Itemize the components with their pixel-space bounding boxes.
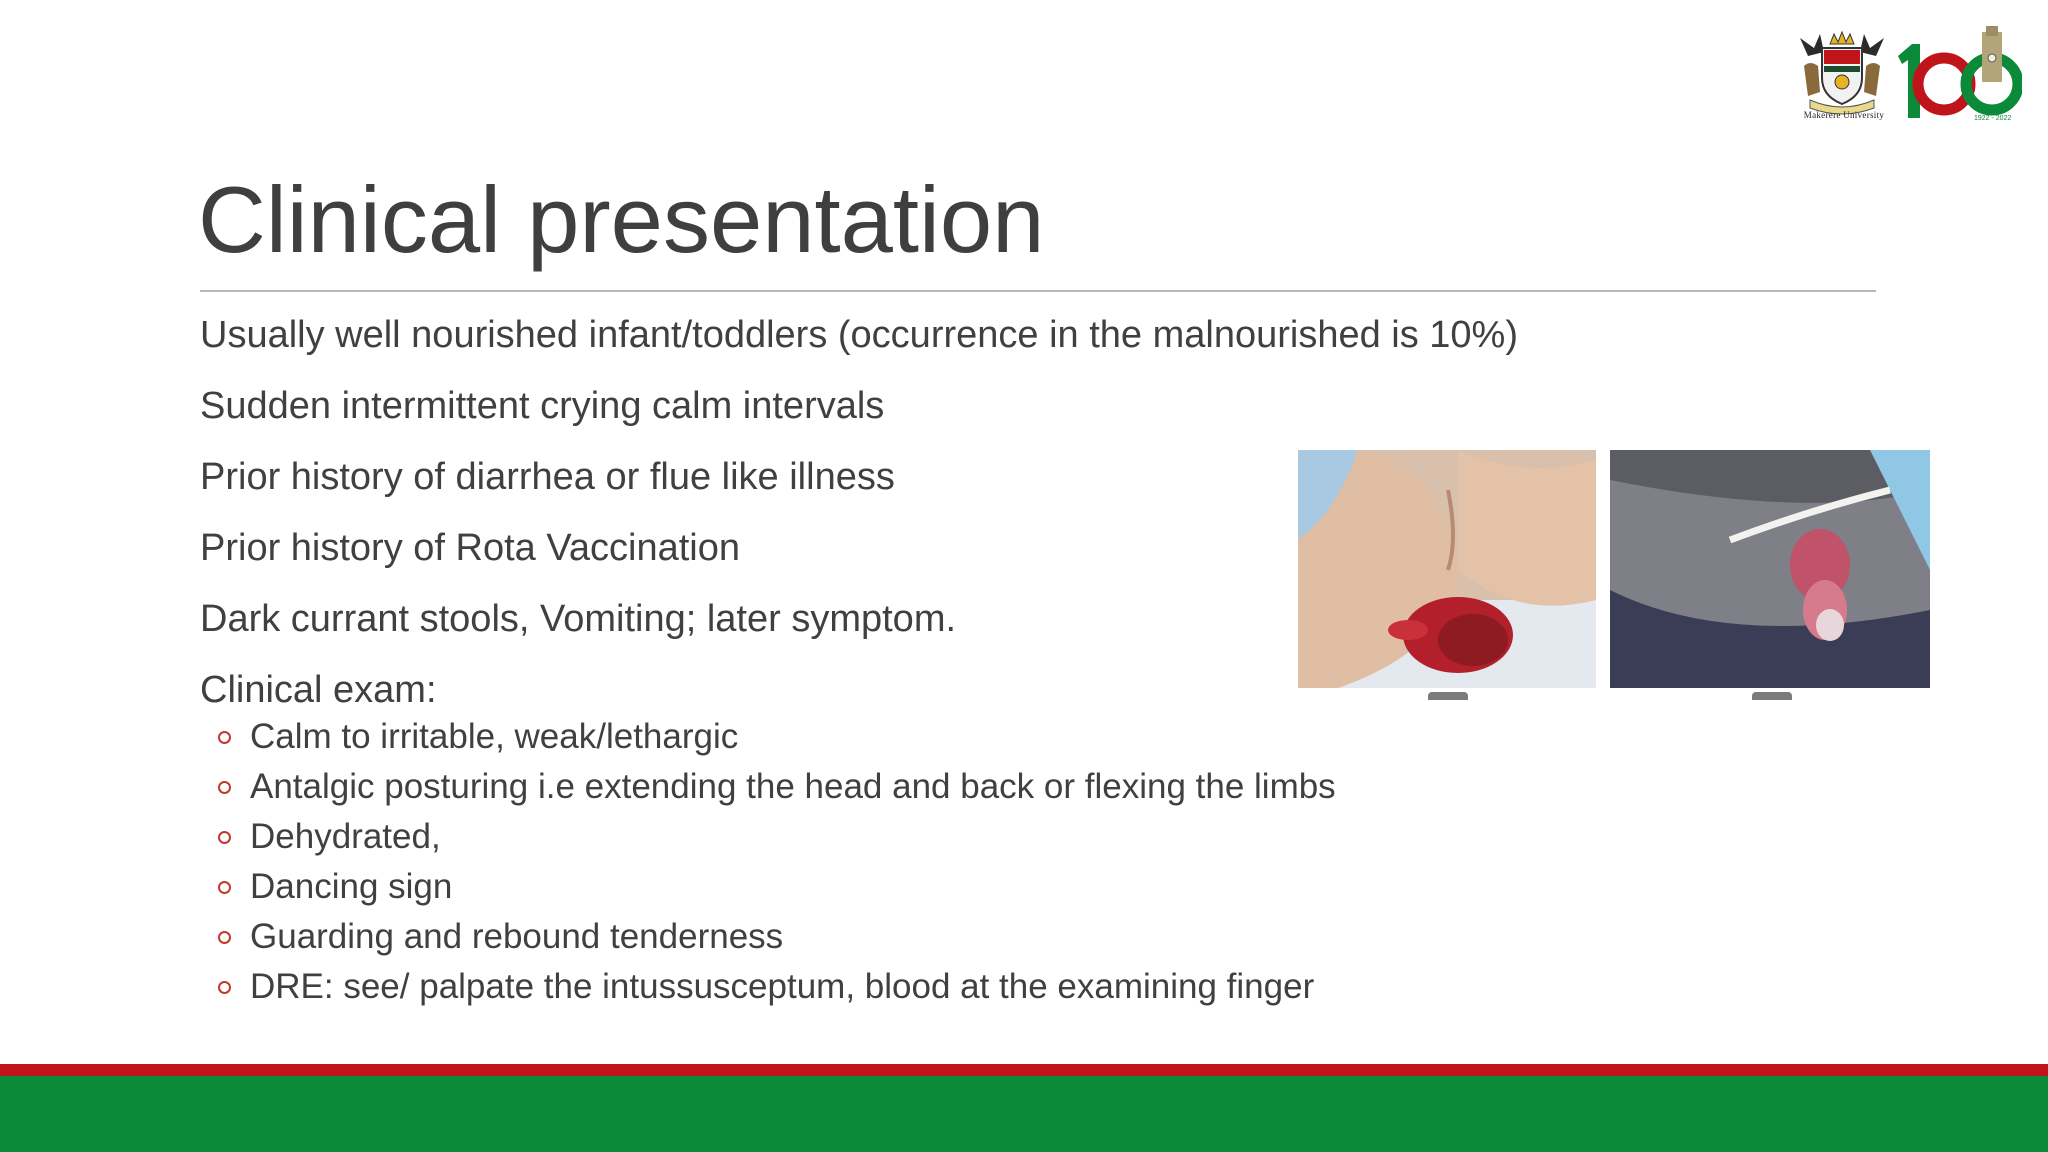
bullet-item: Prior history of diarrhea or flue like illness	[200, 456, 895, 498]
sub-bullet-item	[218, 912, 1336, 962]
footer-red-band	[0, 1064, 2048, 1076]
bullet-item: Dark currant stools, Vomiting; later symptom.	[200, 598, 957, 640]
sub-bullet-text: Dancing sign	[250, 867, 453, 906]
title-divider	[200, 290, 1876, 292]
bullet-item: Prior history of Rota Vaccination	[200, 527, 740, 569]
sub-bullet-item	[218, 962, 1336, 1012]
university-crest-icon	[1794, 26, 1890, 118]
circle-bullet-icon	[218, 731, 231, 744]
sub-bullet-item	[218, 862, 1336, 912]
sub-bullet-text: DRE: see/ palpate the intussusceptum, blood at the examining finger	[250, 967, 1315, 1006]
footer-green-band	[0, 1076, 2048, 1152]
sub-bullet-item	[218, 762, 1336, 812]
circle-bullet-icon	[218, 931, 231, 944]
sub-bullet-text: Guarding and rebound tenderness	[250, 917, 784, 956]
bullet-item: Clinical exam:	[200, 669, 437, 711]
sub-bullet-text: Antalgic posturing i.e extending the head and back or flexing the limbs	[250, 767, 1336, 806]
circle-bullet-icon	[218, 781, 231, 794]
sub-bullet-text: Calm to irritable, weak/lethargic	[250, 717, 739, 756]
circle-bullet-icon	[218, 831, 231, 844]
sub-bullet-text: Dehydrated,	[250, 817, 441, 856]
university-name: Makerere University	[1803, 110, 1885, 120]
caption-mark-a	[1428, 692, 1468, 700]
sub-bullet-item	[218, 712, 1336, 762]
prolapsed-intussusceptum-image	[1610, 450, 1930, 688]
makerere-centenary-logo	[1794, 26, 2022, 130]
caption-mark-b	[1752, 692, 1792, 700]
clinical-photo-a	[1298, 450, 1596, 688]
sub-bullet-item	[218, 812, 1336, 862]
circle-bullet-icon	[218, 881, 231, 894]
bullet-item: Usually well nourished infant/toddlers (occurrence in the malnourished is 10%)	[200, 314, 1518, 356]
clinical-photo-b	[1610, 450, 1930, 688]
circle-bullet-icon	[218, 981, 231, 994]
slide-title: Clinical presentation	[198, 167, 1045, 272]
clinical-exam-sub-list	[218, 712, 1336, 1012]
svg-text:1922 - 2022: 1922 - 2022	[1974, 115, 2012, 122]
bullet-item: Sudden intermittent crying calm intervals	[200, 385, 885, 427]
clinical-photos	[1296, 448, 1932, 712]
centenary-100-icon	[1894, 26, 2022, 126]
infant-perianal-bleeding-image	[1298, 450, 1596, 688]
